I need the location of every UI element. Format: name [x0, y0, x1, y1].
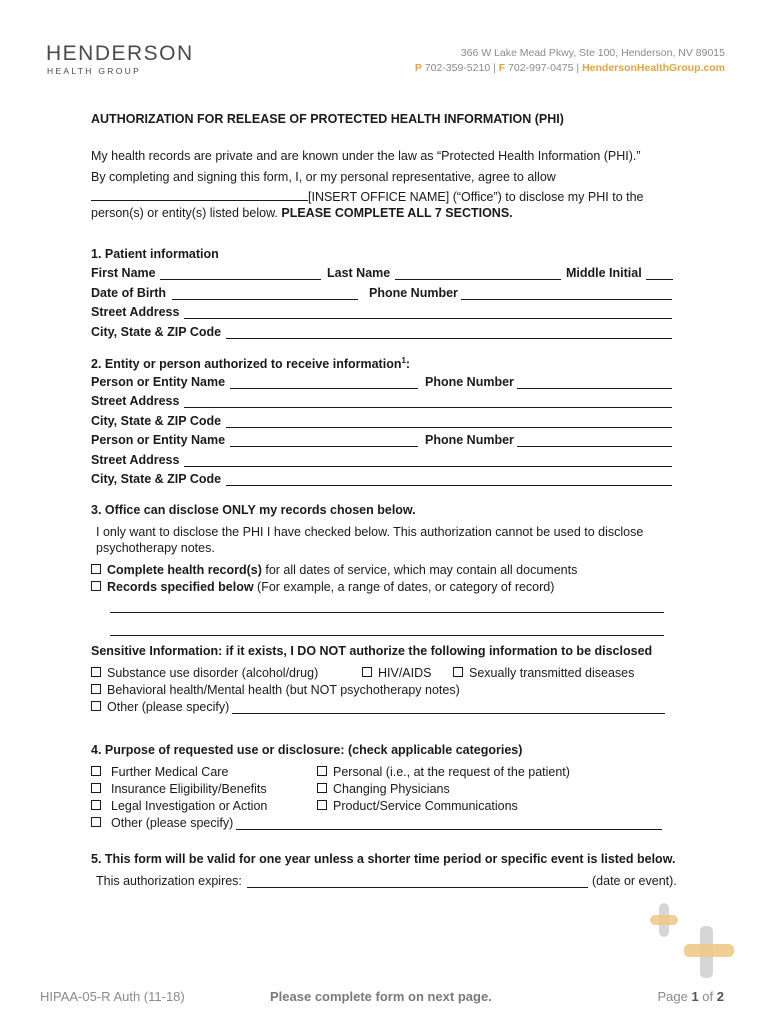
phone-prefix: P: [414, 62, 422, 74]
records-specified-field[interactable]: [110, 635, 664, 636]
logo-subtitle: HEALTH GROUP: [47, 66, 142, 76]
records-specified-option[interactable]: [91, 580, 554, 594]
middle-initial-label: Middle Initial: [566, 266, 642, 280]
office-name-field[interactable]: [91, 188, 308, 201]
option-label: Other (please specify): [107, 700, 230, 714]
checkbox[interactable]: [91, 766, 101, 776]
intro-office-text: [INSERT OFFICE NAME] (“Office”) to disclose my PHI to the: [308, 190, 644, 204]
checkbox[interactable]: [317, 766, 327, 776]
checkbox[interactable]: [91, 581, 101, 591]
insurance-option[interactable]: [91, 782, 267, 796]
option-label: (For example, a range of dates, or category of record): [253, 580, 555, 594]
entity-city-field[interactable]: [226, 485, 672, 486]
section-4-heading: 4. Purpose of requested use or disclosure: (check applicable categories): [91, 743, 523, 757]
form-code: HIPAA-05-R Auth (11-18): [40, 989, 185, 1004]
option-label: Insurance Eligibility/Benefits: [111, 782, 267, 796]
first-name-field[interactable]: [160, 279, 321, 280]
logo-name: HENDERSON: [46, 42, 194, 65]
entity-city-field[interactable]: [226, 427, 672, 428]
sensitive-other-field[interactable]: [232, 713, 665, 714]
option-label: for all dates of service, which may contain all documents: [261, 563, 578, 577]
footnote-marker: 1: [401, 356, 406, 365]
page-total: 2: [716, 989, 724, 1004]
checkbox[interactable]: [91, 783, 101, 793]
phone-label: Phone Number: [369, 286, 458, 300]
separator: |: [493, 62, 496, 74]
page-word: Page: [657, 989, 688, 1004]
office-address: 366 W Lake Mead Pkwy, Ste 100, Henderson, NV 89015: [460, 47, 725, 59]
sensitive-info-heading: Sensitive Information: if it exists, I DO NOT authorize the following information to be disclosed: [91, 644, 653, 658]
option-label: Substance use disorder (alcohol/drug): [107, 666, 319, 680]
entity-street-label: Street Address: [91, 453, 180, 467]
section-5-heading: 5. This form will be valid for one year unless a shorter time period or specific event is listed below.: [91, 852, 676, 866]
entity-phone-field[interactable]: [517, 446, 672, 447]
street-label: Street Address: [91, 305, 180, 319]
checkbox[interactable]: [91, 564, 101, 574]
option-bold-label: Complete health record(s): [107, 563, 262, 577]
checkbox[interactable]: [362, 667, 372, 677]
checkbox[interactable]: [91, 701, 101, 711]
intro-text: person(s) or entity(s) listed below.: [91, 206, 282, 220]
date-or-event-label: (date or event).: [592, 874, 677, 888]
entity-phone-label: Phone Number: [425, 375, 514, 389]
checkbox[interactable]: [91, 667, 101, 677]
option-label: Personal (i.e., at the request of the patient): [333, 765, 570, 779]
heading-colon: :: [405, 357, 411, 372]
page-title: AUTHORIZATION FOR RELEASE OF PROTECTED HEALTH INFORMATION (PHI): [91, 112, 564, 126]
entity-street-label: Street Address: [91, 394, 180, 408]
option-label: Changing Physicians: [333, 782, 450, 796]
section-3-heading: 3. Office can disclose ONLY my records chosen below.: [91, 503, 416, 517]
phone-number: 702-359-5210: [424, 62, 491, 74]
checkbox[interactable]: [317, 783, 327, 793]
first-name-label: First Name: [91, 266, 156, 280]
contact-line: [415, 62, 725, 74]
option-bold-label: Records specified below: [107, 580, 254, 594]
checkbox[interactable]: [91, 800, 101, 810]
complete-record-option[interactable]: [91, 563, 577, 577]
legal-option[interactable]: [91, 799, 267, 813]
dob-label: Date of Birth: [91, 286, 166, 300]
intro-line-3: [91, 188, 644, 204]
entity-name-field[interactable]: [230, 388, 418, 389]
checkbox[interactable]: [91, 684, 101, 694]
purpose-other-field[interactable]: [236, 829, 662, 830]
page-number: 1: [691, 989, 699, 1004]
entity-name-label: Person or Entity Name: [91, 375, 226, 389]
website-link[interactable]: HendersonHealthGroup.com: [582, 62, 725, 74]
option-label: Behavioral health/Mental health (but NOT psychotherapy notes): [107, 683, 460, 697]
entity-city-label: City, State & ZIP Code: [91, 414, 222, 428]
section-2-heading-text: 2. Entity or person authorized to receive information: [91, 357, 402, 372]
dob-field[interactable]: [172, 299, 358, 300]
middle-initial-field[interactable]: [646, 279, 673, 280]
intro-bold-instruction: PLEASE COMPLETE ALL 7 SECTIONS.: [281, 206, 513, 220]
entity-name-field[interactable]: [230, 446, 418, 447]
option-label: Further Medical Care: [111, 765, 229, 779]
entity-phone-label: Phone Number: [425, 433, 514, 447]
hiv-option[interactable]: [362, 666, 432, 680]
last-name-label: Last Name: [327, 266, 391, 280]
section-2-heading: [91, 356, 410, 371]
entity-name-label: Person or Entity Name: [91, 433, 226, 447]
option-label: Other (please specify): [111, 816, 234, 830]
option-label: Product/Service Communications: [333, 799, 518, 813]
entity-city-label: City, State & ZIP Code: [91, 472, 222, 486]
entity-street-field[interactable]: [184, 407, 672, 408]
changing-physicians-option[interactable]: [317, 782, 450, 796]
entity-phone-field[interactable]: [517, 388, 672, 389]
behavioral-option[interactable]: [91, 683, 460, 697]
intro-line-4: [91, 206, 513, 220]
next-page-note: Please complete form on next page.: [270, 989, 492, 1004]
intro-line-1: My health records are private and are known under the law as “Protected Health Information (PHI).”: [91, 149, 641, 163]
purpose-other-option[interactable]: [91, 816, 233, 830]
records-specified-field[interactable]: [110, 612, 664, 613]
page-indicator: [657, 989, 724, 1004]
separator: |: [576, 62, 580, 74]
section-1-heading: 1. Patient information: [91, 247, 219, 261]
product-option[interactable]: [317, 799, 518, 813]
personal-option[interactable]: [317, 765, 570, 779]
checkbox[interactable]: [453, 667, 463, 677]
option-label: Legal Investigation or Action: [111, 799, 268, 813]
intro-line-2: By completing and signing this form, I, or my personal representative, agree to allow: [91, 170, 556, 184]
checkbox[interactable]: [91, 817, 101, 827]
entity-street-field[interactable]: [184, 466, 672, 467]
last-name-field[interactable]: [395, 279, 561, 280]
of-word: of: [702, 989, 714, 1004]
city-field[interactable]: [226, 338, 672, 339]
phone-field[interactable]: [461, 299, 672, 300]
expires-field[interactable]: [247, 887, 588, 888]
further-care-option[interactable]: [91, 765, 228, 779]
option-label: HIV/AIDS: [378, 666, 432, 680]
checkbox[interactable]: [317, 800, 327, 810]
city-label: City, State & ZIP Code: [91, 325, 222, 339]
fax-number: 702-997-0475: [508, 62, 574, 74]
expires-label: This authorization expires:: [96, 874, 242, 888]
std-option[interactable]: [453, 666, 634, 680]
substance-option[interactable]: [91, 666, 318, 680]
section-3-description-1: I only want to disclose the PHI I have checked below. This authorization cannot be used to disclose: [96, 525, 644, 539]
fax-prefix: F: [498, 62, 506, 74]
section-3-description-2: psychotherapy notes.: [96, 541, 215, 555]
street-field[interactable]: [184, 318, 672, 319]
option-label: Sexually transmitted diseases: [469, 666, 635, 680]
sensitive-other-option[interactable]: [91, 700, 229, 714]
